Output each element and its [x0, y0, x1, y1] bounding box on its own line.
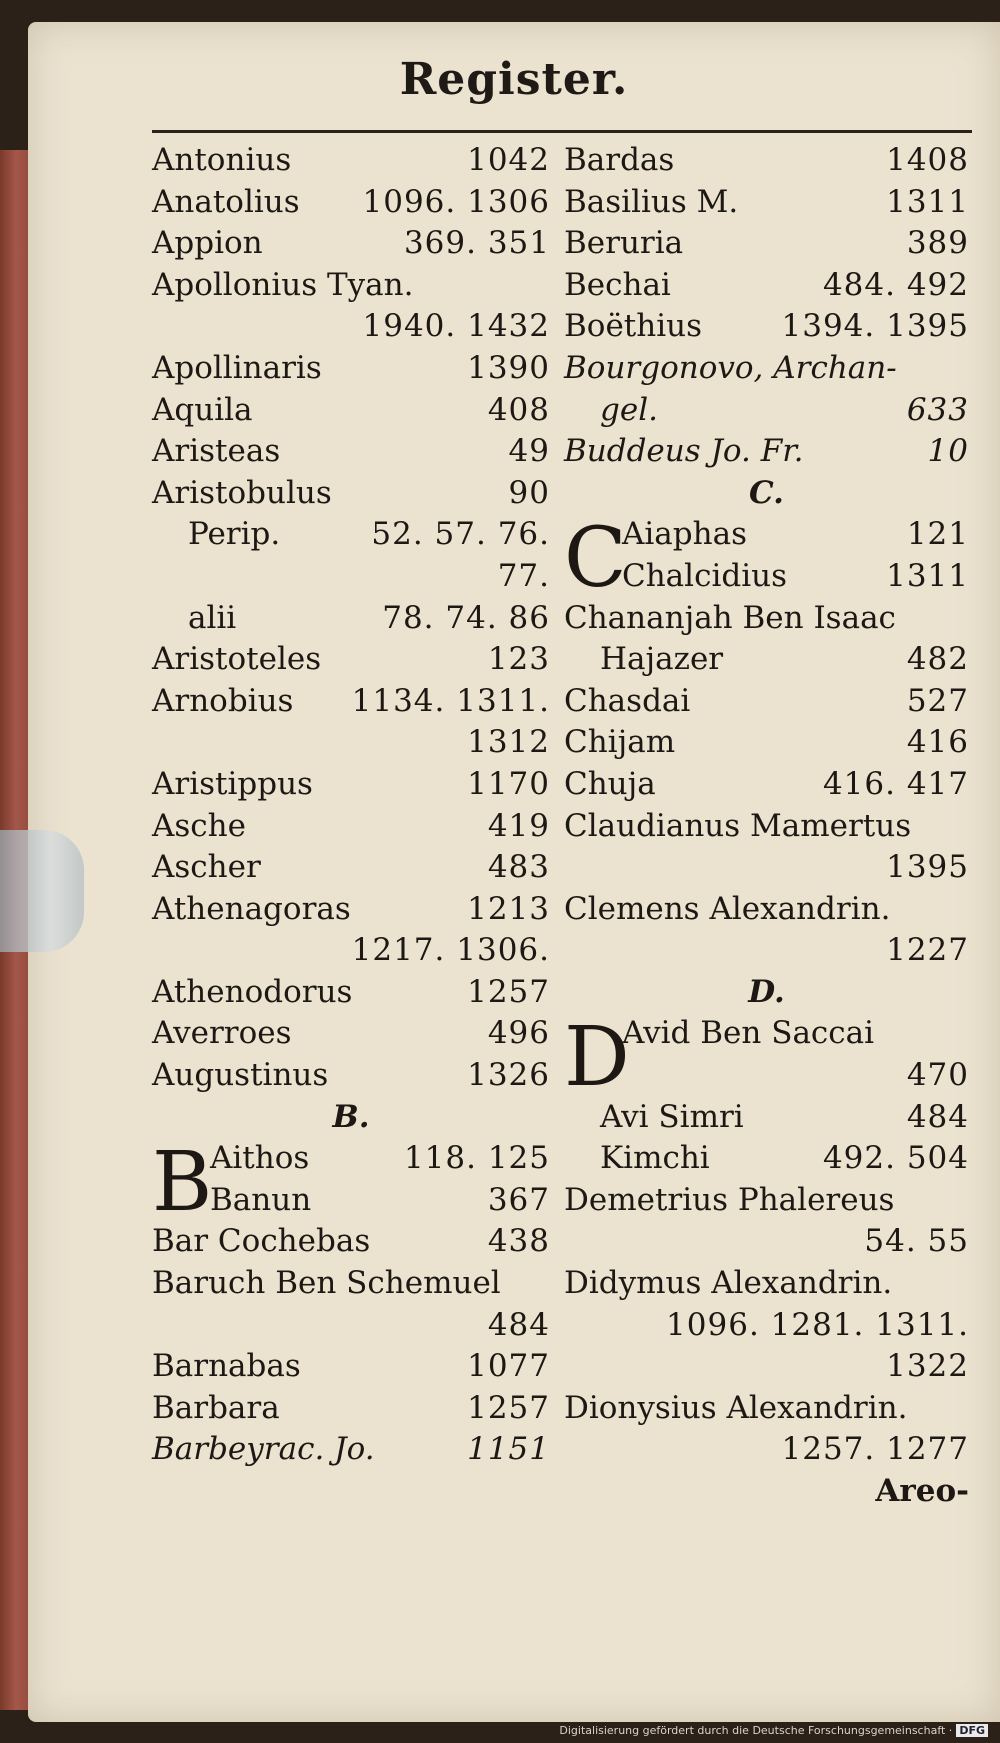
entry-name: Antonius: [152, 142, 292, 178]
entry-name: Bardas: [564, 142, 675, 178]
index-entry: [564, 1346, 969, 1388]
entry-name: Basilius M.: [564, 183, 739, 220]
letter-heading-d: D.: [748, 973, 785, 1010]
index-entry: [564, 182, 969, 224]
index-entry: [564, 806, 969, 848]
entry-name: Anatolius: [152, 183, 300, 220]
entry-name: Boëthius: [564, 308, 703, 345]
index-entry: [564, 1305, 969, 1347]
entry-name: Chijam: [564, 724, 676, 761]
entry-name: alii: [188, 599, 237, 636]
entry-name: Appion: [152, 225, 263, 262]
entry-name: Augustinus: [152, 1057, 329, 1094]
entry-name: Barbara: [152, 1389, 280, 1426]
entry-pages: 1096. 1281. 1311.: [666, 1306, 969, 1343]
entry-pages: 77.: [497, 557, 550, 594]
entry-name: Bar Cochebas: [152, 1223, 371, 1260]
entry-name: Athenodorus: [152, 973, 353, 1010]
index-entry: [564, 847, 969, 889]
digitization-credit: [559, 1724, 988, 1737]
index-entry: [152, 722, 550, 764]
header-rule: [152, 130, 972, 133]
book-page: [28, 22, 1000, 1722]
index-entry: [564, 1180, 969, 1222]
index-entry: [152, 806, 550, 848]
index-entry: [564, 1429, 969, 1471]
index-entry: [152, 639, 550, 681]
letter-heading-b: B.: [332, 1098, 370, 1135]
index-entry: [564, 722, 969, 764]
entry-pages: 1312: [467, 724, 550, 761]
entry-name: Asche: [152, 807, 246, 844]
index-entry: [152, 889, 550, 931]
index-entry: [152, 1055, 550, 1097]
index-entry: [152, 140, 550, 182]
entry-pages: 1940. 1432: [362, 308, 550, 345]
entry-pages: 484: [487, 1306, 550, 1343]
entry-pages: 1257. 1277: [781, 1431, 969, 1468]
index-entry: [152, 1263, 550, 1305]
entry-name: Hajazer: [600, 641, 724, 678]
dropcap-d: D: [564, 1010, 630, 1106]
entry-name: Avi Simri: [600, 1098, 744, 1135]
index-entry: [152, 265, 550, 307]
entry-name: Avid Ben Saccai: [622, 1015, 875, 1052]
index-entry: [152, 1346, 550, 1388]
index-entry: [152, 598, 550, 640]
entry-pages: 633: [906, 391, 969, 428]
entry-pages: 10: [927, 433, 969, 470]
entry-pages: 1394. 1395: [781, 308, 969, 345]
index-entry: [152, 348, 550, 390]
credit-text: Digitalisierung gefördert durch die Deutsche Forschungsgemeinschaft ·: [559, 1724, 953, 1737]
index-entry: [152, 681, 550, 723]
entry-name: Averroes: [152, 1015, 292, 1052]
entry-name: Beruria: [564, 225, 684, 262]
entry-pages: 121: [906, 516, 969, 553]
index-entry: [152, 306, 550, 348]
entry-name: Aquila: [152, 391, 253, 428]
entry-name: Bechai: [564, 266, 671, 303]
index-entry: [564, 1388, 969, 1430]
entry-name: Aithos: [210, 1140, 310, 1177]
entry-pages: 78. 74. 86: [382, 599, 550, 636]
entry-name: Didymus Alexandrin.: [564, 1265, 893, 1302]
index-entry: [564, 431, 969, 473]
entry-pages: 416: [906, 724, 969, 761]
dropcap-block-c: [564, 511, 969, 607]
index-entry: [564, 1221, 969, 1263]
entry-name: Chuja: [564, 765, 656, 802]
entry-name: Demetrius Phalereus: [564, 1181, 895, 1218]
entry-name: Apollinaris: [152, 349, 322, 386]
index-entry: [152, 1388, 550, 1430]
index-entry: [152, 473, 550, 515]
entry-name: Aristoteles: [152, 641, 322, 678]
entry-name: Chalcidius: [622, 557, 787, 594]
dfg-logo: DFG: [956, 1724, 988, 1737]
entry-pages: 482: [906, 641, 969, 678]
entry-name: Bourgonovo, Archan-: [564, 349, 897, 386]
catchword: Areo-: [875, 1473, 969, 1509]
entry-pages: 369. 351: [403, 225, 550, 262]
dropcap-block-b: [152, 1135, 550, 1231]
index-entry: [152, 930, 550, 972]
entry-pages: 470: [906, 1057, 969, 1094]
entry-pages: 49: [508, 433, 550, 470]
entry-pages: 408: [487, 391, 550, 428]
index-entry: [152, 514, 550, 556]
entry-name: Aristobulus: [152, 474, 332, 511]
entry-name: Ascher: [152, 849, 261, 886]
entry-name: Buddeus Jo. Fr.: [564, 433, 804, 470]
entry-pages: 484. 492: [822, 266, 969, 303]
entry-pages: 1170: [467, 765, 550, 802]
entry-pages: 54. 55: [864, 1223, 969, 1260]
entry-name: Clemens Alexandrin.: [564, 890, 891, 927]
entry-pages: 416. 417: [822, 765, 969, 802]
index-entry: [564, 223, 969, 265]
entry-name: Dionysius Alexandrin.: [564, 1389, 908, 1426]
entry-pages: 1213: [467, 890, 550, 927]
dropcap-b: B: [152, 1135, 213, 1231]
index-entry: [564, 306, 969, 348]
dropcap-block-d: [564, 1010, 969, 1106]
entry-pages: 389: [906, 225, 969, 262]
index-entry: [152, 223, 550, 265]
index-entry: [564, 681, 969, 723]
entry-pages: 1311: [886, 183, 969, 220]
index-entry: [564, 348, 969, 390]
index-entry: [564, 1138, 969, 1180]
index-entry: [564, 1263, 969, 1305]
entry-pages: 1217. 1306.: [351, 932, 550, 969]
entry-pages: 483: [487, 849, 550, 886]
entry-name: Baruch Ben Schemuel: [152, 1265, 501, 1302]
entry-name: Kimchi: [600, 1140, 710, 1177]
index-entry: [152, 764, 550, 806]
index-entry: [564, 930, 969, 972]
entry-pages: 419: [487, 807, 550, 844]
index-entry: [564, 390, 969, 432]
entry-pages: 496: [487, 1015, 550, 1052]
entry-pages: 1326: [467, 1057, 550, 1094]
index-entry: [152, 1429, 550, 1471]
letter-heading-c: C.: [749, 474, 784, 511]
entry-name: Banun: [210, 1181, 312, 1218]
entry-pages: 1096. 1306: [362, 183, 550, 220]
entry-pages: 1257: [467, 973, 550, 1010]
entry-name: Arnobius: [152, 682, 294, 719]
index-entry: [564, 889, 969, 931]
index-column-left: [152, 140, 550, 1471]
index-column-right: [564, 140, 969, 1513]
page-clip: [0, 830, 84, 952]
entry-name: Aristippus: [152, 765, 313, 802]
entry-pages: 1311: [886, 557, 969, 594]
entry-name: Athenagoras: [152, 890, 351, 927]
entry-name: Apollonius Tyan.: [152, 266, 414, 303]
entry-pages: 438: [487, 1223, 550, 1260]
entry-name: Chasdai: [564, 682, 691, 719]
entry-pages: 1408: [886, 142, 969, 178]
entry-pages: 1077: [467, 1348, 550, 1385]
entry-name: Perip.: [188, 516, 281, 553]
dropcap-c: C: [564, 511, 627, 607]
entry-name: Aiaphas: [622, 516, 747, 553]
index-entry: [152, 972, 550, 1014]
entry-name: Chananjah Ben Isaac: [564, 599, 896, 636]
running-head: Register.: [399, 54, 629, 105]
entry-pages: 492. 504: [822, 1140, 969, 1177]
entry-pages: 1390: [467, 349, 550, 386]
entry-pages: 123: [487, 641, 550, 678]
index-entry: [564, 639, 969, 681]
index-entry: [152, 431, 550, 473]
entry-pages: 1042: [467, 142, 550, 178]
entry-name: gel.: [600, 391, 658, 428]
entry-pages: 52. 57. 76.: [371, 516, 550, 553]
entry-pages: 1151: [467, 1431, 550, 1468]
entry-name: Aristeas: [152, 433, 281, 470]
entry-name: Claudianus Mamertus: [564, 807, 912, 844]
index-entry: [152, 556, 550, 598]
index-entry: [152, 847, 550, 889]
index-entry: [152, 390, 550, 432]
entry-pages: 367: [487, 1181, 550, 1218]
entry-pages: 118. 125: [403, 1140, 550, 1177]
entry-pages: 1322: [886, 1348, 969, 1385]
index-entry: [564, 140, 969, 182]
index-entry: [564, 265, 969, 307]
entry-pages: 90: [508, 474, 550, 511]
index-entry: [152, 182, 550, 224]
index-entry: [152, 1305, 550, 1347]
entry-name: Barnabas: [152, 1348, 301, 1385]
entry-pages: 1395: [886, 849, 969, 886]
entry-pages: 1134. 1311.: [351, 682, 550, 719]
entry-pages: 527: [906, 682, 969, 719]
entry-name: Barbeyrac. Jo.: [152, 1431, 375, 1468]
entry-pages: 1227: [886, 932, 969, 969]
index-entry: [564, 764, 969, 806]
index-entry: [152, 1013, 550, 1055]
entry-pages: 1257: [467, 1389, 550, 1426]
entry-pages: 484: [906, 1098, 969, 1135]
